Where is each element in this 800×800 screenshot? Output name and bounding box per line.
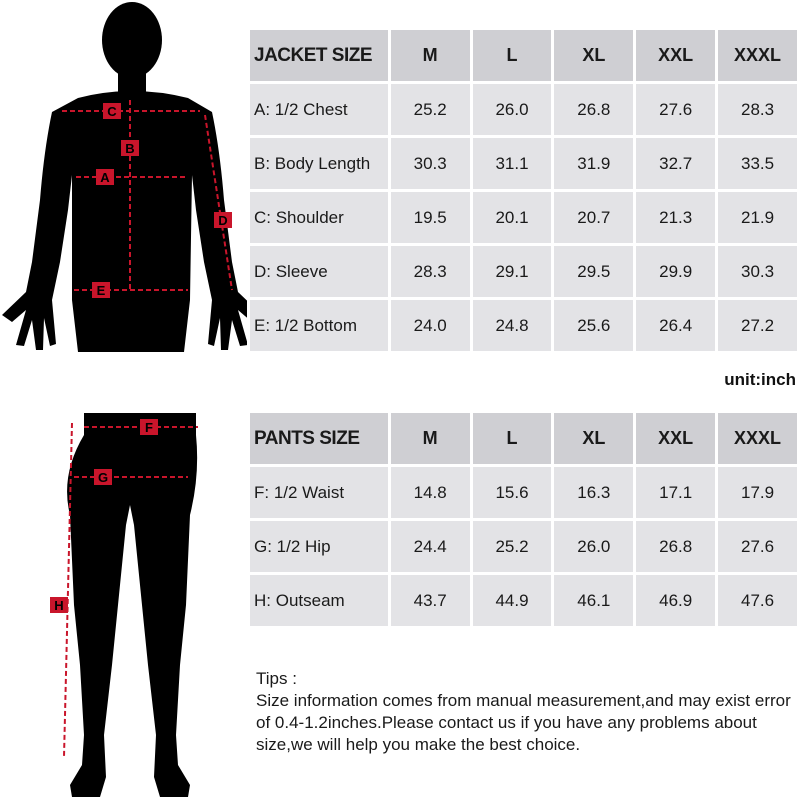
table-cell: 47.6 <box>718 575 797 626</box>
svg-text:E: E <box>96 283 106 298</box>
table-cell: 15.6 <box>473 467 552 518</box>
table-cell: 27.6 <box>636 84 715 135</box>
table-cell: 25.2 <box>391 84 470 135</box>
size-header: XL <box>554 30 633 81</box>
table-cell: 21.9 <box>718 192 797 243</box>
table-cell: 29.1 <box>473 246 552 297</box>
marker-a <box>96 169 114 185</box>
svg-text:D: D <box>218 213 228 228</box>
row-label: F: 1/2 Waist <box>250 467 388 518</box>
svg-text:B: B <box>125 141 135 156</box>
size-header: M <box>391 30 470 81</box>
size-header: M <box>391 413 470 464</box>
table-row <box>250 521 797 572</box>
row-label: E: 1/2 Bottom <box>250 300 388 351</box>
table-cell: 19.5 <box>391 192 470 243</box>
marker-d <box>214 212 232 228</box>
row-label: B: Body Length <box>250 138 388 189</box>
table-cell: 20.7 <box>554 192 633 243</box>
table-cell: 26.4 <box>636 300 715 351</box>
table-cell: 24.4 <box>391 521 470 572</box>
row-label: H: Outseam <box>250 575 388 626</box>
row-label: D: Sleeve <box>250 246 388 297</box>
svg-text:G: G <box>97 470 109 485</box>
marker-b <box>121 140 139 156</box>
tips-title: Tips : <box>256 669 297 688</box>
lower-body-silhouette <box>67 413 197 797</box>
table-cell: 46.9 <box>636 575 715 626</box>
svg-text:H: H <box>54 598 64 613</box>
jacket-size-table <box>247 27 800 354</box>
table-cell: 25.6 <box>554 300 633 351</box>
table-cell: 29.9 <box>636 246 715 297</box>
table-row <box>250 467 797 518</box>
table-cell: 27.2 <box>718 300 797 351</box>
svg-text:A: A <box>100 170 110 185</box>
table-cell: 26.8 <box>636 521 715 572</box>
table-row <box>250 138 797 189</box>
svg-text:F: F <box>145 420 153 435</box>
size-header: L <box>473 30 552 81</box>
marker-g <box>94 469 112 485</box>
table-cell: 24.0 <box>391 300 470 351</box>
table-cell: 25.2 <box>473 521 552 572</box>
marker-c <box>103 103 121 119</box>
pants-measurement-figure <box>20 405 230 800</box>
table-cell: 26.8 <box>554 84 633 135</box>
size-header: XXL <box>636 30 715 81</box>
table-row <box>250 246 797 297</box>
table-cell: 17.9 <box>718 467 797 518</box>
pants-table-title: PANTS SIZE <box>250 413 388 464</box>
table-cell: 30.3 <box>718 246 797 297</box>
unit-note: unit:inch <box>724 370 796 389</box>
table-cell: 14.8 <box>391 467 470 518</box>
table-cell: 26.0 <box>554 521 633 572</box>
table-cell: 29.5 <box>554 246 633 297</box>
table-cell: 20.1 <box>473 192 552 243</box>
table-cell: 33.5 <box>718 138 797 189</box>
size-header: XXXL <box>718 413 797 464</box>
jacket-measurement-figure <box>0 0 265 360</box>
table-row <box>250 300 797 351</box>
table-cell: 16.3 <box>554 467 633 518</box>
table-cell: 31.1 <box>473 138 552 189</box>
table-cell: 43.7 <box>391 575 470 626</box>
table-cell: 28.3 <box>391 246 470 297</box>
table-row <box>250 192 797 243</box>
table-cell: 44.9 <box>473 575 552 626</box>
table-header-row <box>250 30 797 81</box>
jacket-table-title: JACKET SIZE <box>250 30 388 81</box>
table-cell: 46.1 <box>554 575 633 626</box>
table-cell: 27.6 <box>718 521 797 572</box>
size-header: XXXL <box>718 30 797 81</box>
table-cell: 17.1 <box>636 467 715 518</box>
marker-f <box>140 419 158 435</box>
row-label: C: Shoulder <box>250 192 388 243</box>
table-cell: 24.8 <box>473 300 552 351</box>
tips-note <box>256 668 796 756</box>
size-header: L <box>473 413 552 464</box>
table-row <box>250 575 797 626</box>
table-cell: 31.9 <box>554 138 633 189</box>
table-header-row <box>250 413 797 464</box>
svg-text:C: C <box>107 104 117 119</box>
table-cell: 28.3 <box>718 84 797 135</box>
table-cell: 26.0 <box>473 84 552 135</box>
tips-body: Size information comes from manual measurement,and may exist error of 0.4-1.2inches.Please contact us if you have any problems about size,we will help you make the best choice. <box>256 691 791 754</box>
pants-size-table <box>247 410 800 629</box>
marker-e <box>92 282 110 298</box>
row-label: G: 1/2 Hip <box>250 521 388 572</box>
row-label: A: 1/2 Chest <box>250 84 388 135</box>
size-header: XL <box>554 413 633 464</box>
table-cell: 21.3 <box>636 192 715 243</box>
marker-h <box>50 597 68 613</box>
table-cell: 32.7 <box>636 138 715 189</box>
size-header: XXL <box>636 413 715 464</box>
table-row <box>250 84 797 135</box>
table-cell: 30.3 <box>391 138 470 189</box>
